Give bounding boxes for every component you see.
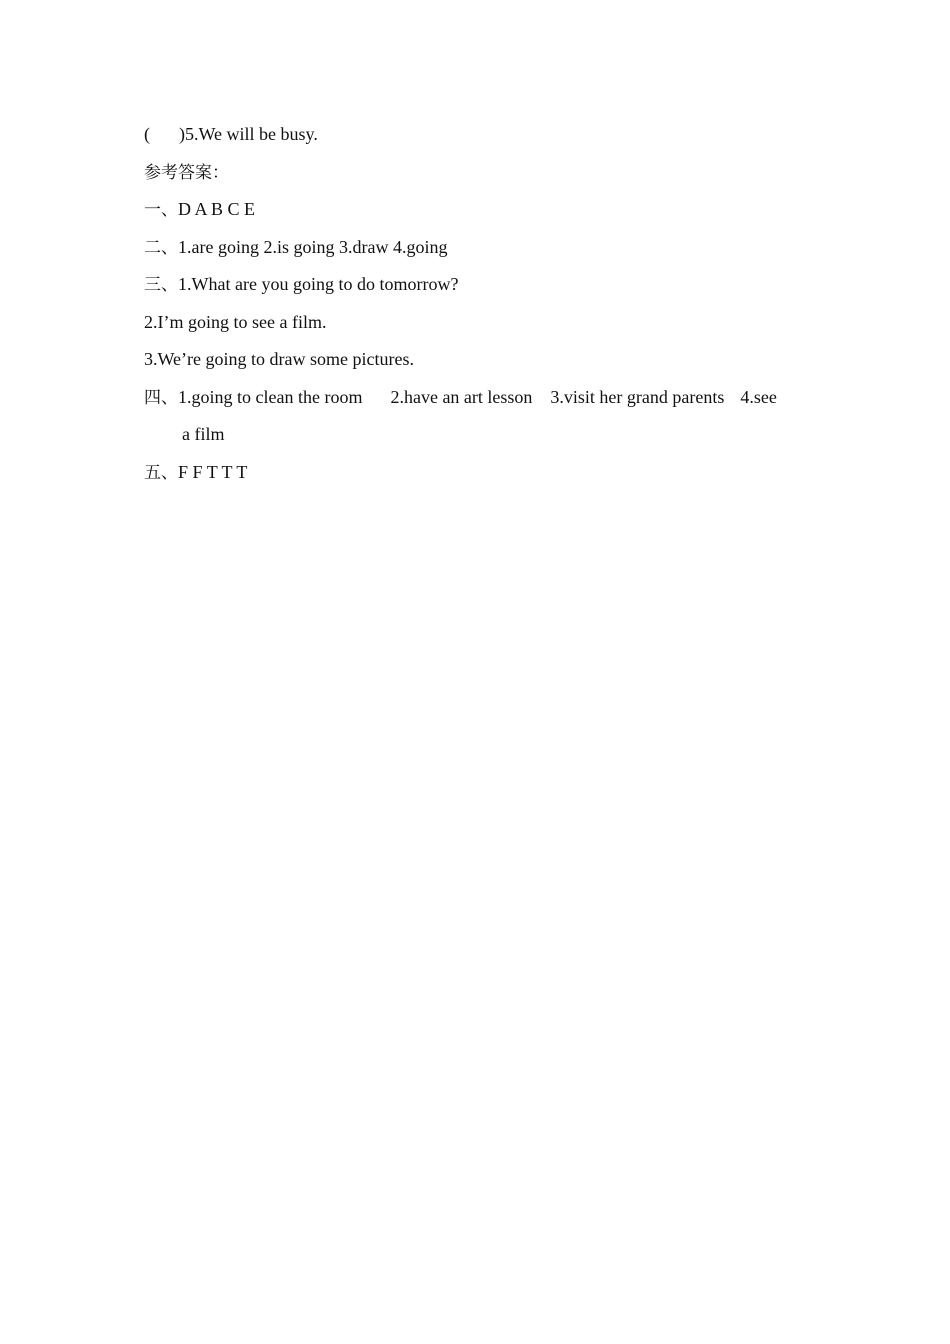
document-content: [144, 116, 844, 491]
section-4-item-3: 3.visit her grand parents: [550, 386, 725, 407]
answer-blank-paren: (: [144, 124, 150, 144]
question-5-line: [144, 116, 844, 154]
section-4-line-1: [144, 379, 844, 417]
section-1-marker: 一、: [144, 200, 178, 220]
section-3-item-1: 1.What are you going to do tomorrow?: [178, 274, 459, 294]
section-1-line: [144, 191, 844, 229]
section-3-line-1: [144, 266, 844, 304]
question-5-text: )5.We will be busy.: [179, 124, 318, 144]
answer-key-heading: 参考答案：: [144, 162, 229, 183]
section-3-item-3: 3.We’re going to draw some pictures.: [144, 349, 414, 369]
section-5-answers: F F T T T: [178, 461, 248, 482]
section-3-line-3: [144, 341, 844, 379]
section-4-item-1: 1.going to clean the room: [178, 386, 363, 407]
section-1-answers: D A B C E: [178, 199, 256, 219]
section-2-marker: 二、: [144, 237, 178, 258]
section-3-item-2: 2.I’m going to see a film.: [144, 311, 327, 332]
section-2-answers: 1.are going 2.is going 3.draw 4.going: [178, 236, 448, 257]
section-4-line-2: [144, 416, 844, 454]
section-3-line-2: [144, 304, 844, 342]
answer-key-heading-line: [144, 154, 844, 192]
section-2-line: [144, 229, 844, 267]
section-5-line: [144, 454, 844, 492]
section-3-marker: 三、: [144, 275, 178, 295]
section-5-marker: 五、: [144, 462, 178, 483]
section-4-item-4-start: 4.see: [740, 386, 777, 407]
section-4-marker: 四、: [144, 387, 178, 408]
section-4-item-2: 2.have an art lesson: [390, 386, 533, 407]
section-4-item-4-end: a film: [182, 424, 225, 444]
